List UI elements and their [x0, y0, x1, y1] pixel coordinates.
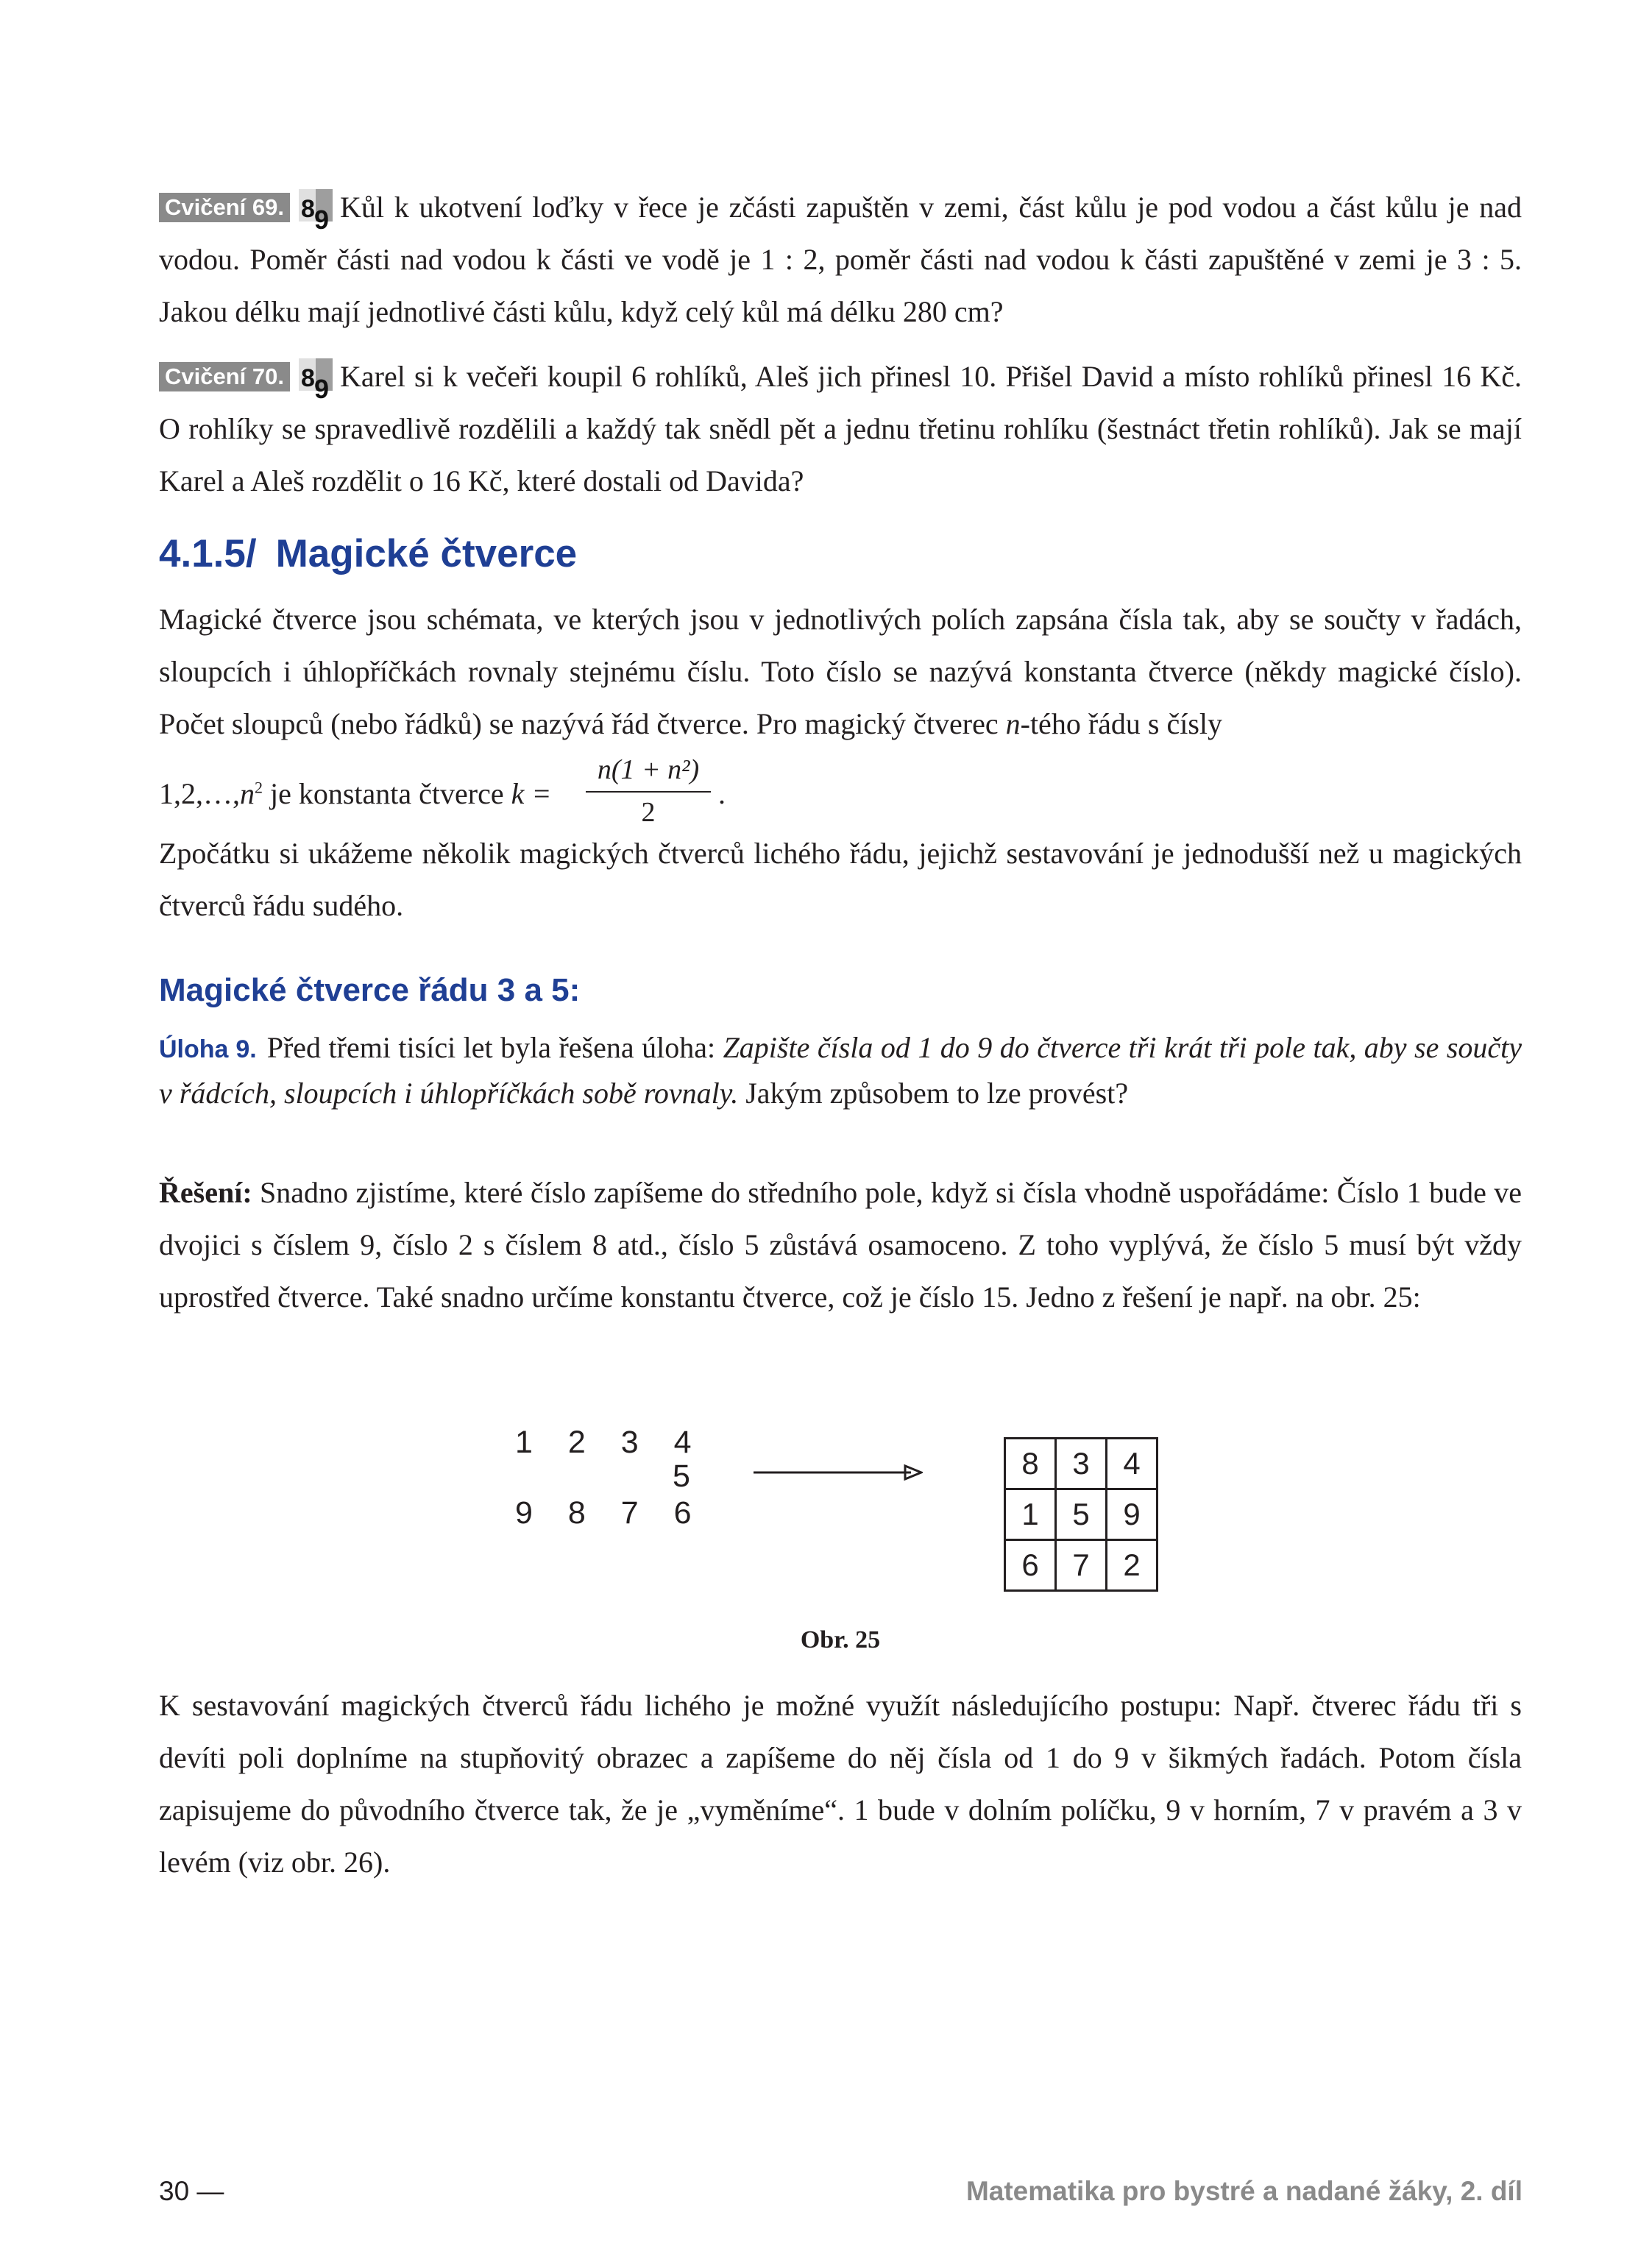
formula-fraction	[586, 751, 711, 829]
number-middle: 5	[673, 1458, 703, 1494]
book-title: Matematika pro bystré a nadané žáky, 2. díl	[965, 2176, 1522, 2206]
number-row-bottom: 9 8 7 6	[515, 1495, 705, 1531]
square-cell: 2	[1107, 1540, 1158, 1591]
final-paragraph: K sestavování magických čtverců řádu lichého je možné využít následujícího postupu: Např. čtverec řádu tři s devíti poli doplníme na stupňovitý obrazec a zapíšeme do něj čísla od 1 do 9 v šikmých řadách. Potom čísla zapisujeme do původního čtverce tak, že je „vyměníme“. 1 bude v dolním políčku, 9 v horním, 7 v pravém a 3 v levém (viz obr. 26).	[159, 1689, 1522, 1879]
task-label: Úloha 9.	[159, 1035, 257, 1063]
section-intro: Magické čtverce jsou schémata, ve kterých jsou v jednotlivých polích zapsána čísla tak, aby se součty v řadách, sloupcích i úhlopříčkách rovnaly stejnému číslu. Toto číslo se nazývá konstanta čtverce (někdy magické číslo). Počet sloupců (nebo řádků) se nazývá řád čtverce. Pro magický čtverec n-tého řádu s čísly	[159, 603, 1522, 740]
grade-badge-icon: 8 9	[299, 358, 333, 391]
section-title-text: Magické čtverce	[275, 532, 578, 575]
formula-left: $1,2,\dots,n^2$ je konstanta čtverce k =	[159, 777, 552, 810]
fraction-bar	[586, 791, 711, 793]
square-cell: 3	[1056, 1439, 1107, 1489]
square-cell: 9	[1107, 1489, 1158, 1540]
section-number: 4.1.5/	[159, 532, 257, 575]
section-title	[159, 528, 577, 580]
solution: Řešení: Snadno zjistíme, které číslo zapíšeme do středního pole, když si čísla vhodně uspořádáme: Číslo 1 bude ve dvojici s číslem 9, číslo 2 s číslem 8 atd., číslo 5 zůstává osamoceno. Z toho vyplývá, že číslo 5 musí být vždy uprostřed čtverce. Také snadno určíme konstantu čtverce, což je číslo 15. Jedno z řešení je např. na obr. 25:	[159, 1176, 1522, 1314]
square-cell: 1	[1005, 1489, 1056, 1540]
number-row-top: 1 2 3 4	[515, 1425, 705, 1460]
formula-line	[159, 751, 1522, 832]
section-para-2: Zpočátku si ukážeme několik magických čtverců lichého řádu, jejichž sestavování je jednodušší než u magických čtverců řádu sudého.	[159, 837, 1522, 922]
task-9: Úloha 9. Před třemi tisíci let byla řešena úloha: Zapište čísla od 1 do 9 do čtverce tři krát tři pole tak, aby se součty v řádcích, sloupcích i úhlopříčkách sobě rovnaly. Jakým způsobem to lze provést?	[159, 1031, 1522, 1110]
table-row	[1005, 1540, 1158, 1591]
table-row	[1005, 1439, 1158, 1489]
magic-square	[1004, 1437, 1158, 1592]
exercise-70	[159, 350, 1522, 507]
formula-numerator: n(1 + n²)	[597, 754, 700, 785]
subsection-title: Magické čtverce řádu 3 a 5:	[159, 972, 581, 1008]
exercise-text: Karel si k večeři koupil 6 rohlíků, Aleš jich přinesl 10. Přišel David a místo rohlíků přinesl 16 Kč. O rohlíky se spravedlivě rozdělili a každý tak snědl pět a jednu třetinu rohlíku (šestnáct třetin rohlíků). Jak se mají Karel a Aleš rozdělit o 16 Kč, které dostali od Davida?	[159, 360, 1522, 497]
formula-denominator: 2	[641, 797, 656, 828]
page-number: 30 —	[159, 2176, 224, 2206]
exercise-69	[159, 181, 1522, 338]
exercise-text: Kůl k ukotvení loďky v řece je zčásti zapuštěn v zemi, část kůlu je pod vodou a část kůlu je nad vodou. Poměr části nad vodou k části ve vodě je 1 : 2, poměr části nad vodou k části zapuštěné v zemi je 3 : 5. Jakou délku mají jednotlivé části kůlu, když celý kůl má délku 280 cm?	[159, 191, 1522, 328]
solution-label: Řešení:	[159, 1176, 252, 1209]
exercise-label: Cvičení 70.	[159, 362, 290, 391]
square-cell: 8	[1005, 1439, 1056, 1489]
square-cell: 6	[1005, 1540, 1056, 1591]
square-cell: 5	[1056, 1489, 1107, 1540]
exercise-label: Cvičení 69.	[159, 193, 290, 222]
figure-caption: Obr. 25	[800, 1626, 881, 1653]
table-row	[1005, 1489, 1158, 1540]
formula-end: .	[718, 777, 726, 810]
figure-25	[159, 1425, 1522, 1645]
square-cell: 7	[1056, 1540, 1107, 1591]
arrow-right-icon	[754, 1461, 923, 1484]
square-cell: 4	[1107, 1439, 1158, 1489]
grade-badge-icon: 8 9	[299, 189, 333, 221]
